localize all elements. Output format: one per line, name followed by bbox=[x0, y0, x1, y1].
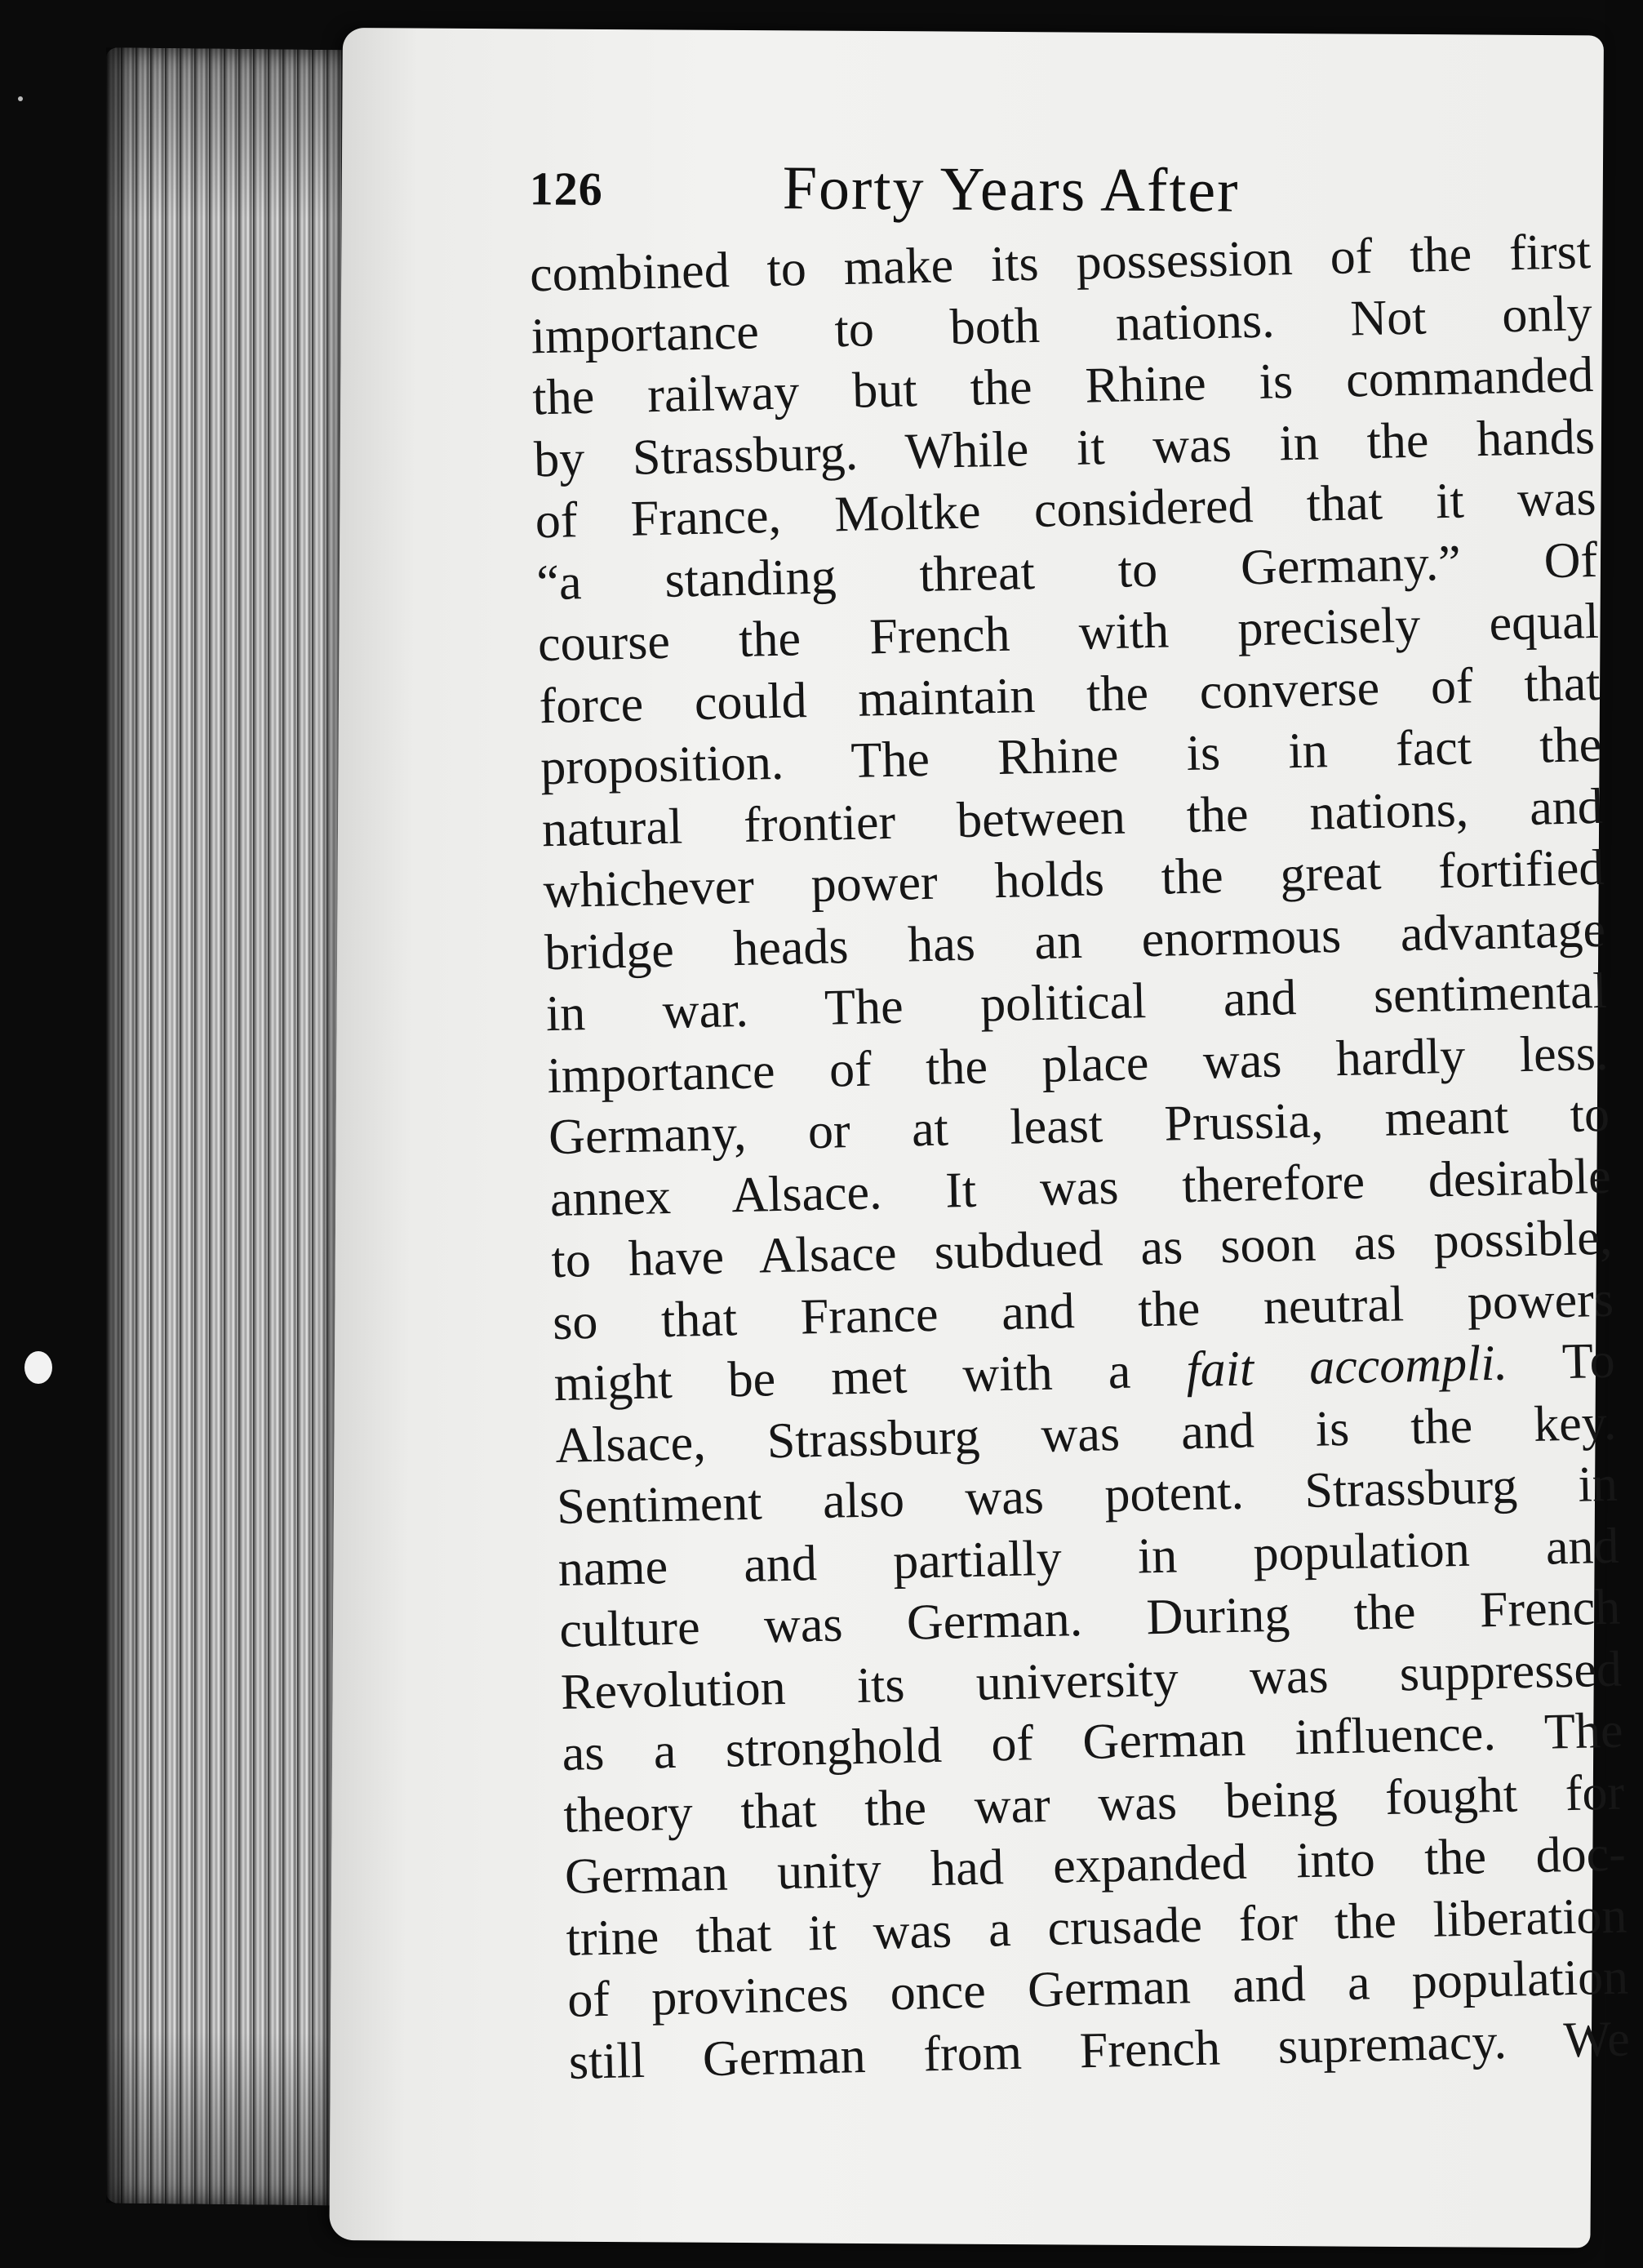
body-text bbox=[529, 221, 1630, 2093]
text-line: name and partially in population and bbox=[557, 1518, 1620, 1597]
text-line: annex Alsace. It was therefore desirable bbox=[549, 1148, 1612, 1227]
page-content bbox=[518, 151, 1631, 2100]
text-line: bridge heads has an enormous advantage bbox=[544, 901, 1606, 981]
text-line-end: To bbox=[1561, 1332, 1616, 1390]
text-line-start: might be met with a bbox=[553, 1343, 1132, 1412]
text-line: theory that the war was being fought for bbox=[562, 1764, 1625, 1843]
text-line: natural frontier between the nations, and bbox=[541, 778, 1604, 857]
italic-phrase: fait accompli. bbox=[1185, 1335, 1508, 1399]
running-title: Forty Years After bbox=[782, 153, 1240, 225]
text-line: of provinces once German and a population bbox=[566, 1949, 1629, 2028]
text-line: whichever power holds the great fortified bbox=[542, 839, 1605, 919]
text-line: “a standing threat to Germany.” Of bbox=[535, 531, 1598, 611]
text-line: combined to make its possession of the first bbox=[529, 224, 1592, 303]
text-line: still German from French supremacy. We bbox=[568, 2011, 1631, 2090]
text-line: so that France and the neutral powers bbox=[552, 1271, 1614, 1350]
book-page-edges bbox=[106, 47, 367, 2205]
book-page bbox=[329, 28, 1631, 2248]
text-line: Alsace, Strassburg was and is the key. bbox=[554, 1394, 1617, 1474]
text-line: Germany, or at least Prussia, meant to bbox=[548, 1086, 1610, 1166]
text-line: of France, Moltke considered that it was bbox=[535, 469, 1597, 549]
dust-speck bbox=[24, 1351, 52, 1384]
text-line: to have Alsace subdued as soon as possible, bbox=[550, 1209, 1613, 1289]
text-line: force could maintain the converse of that bbox=[538, 655, 1601, 734]
text-line: as a stronghold of German influence. The bbox=[561, 1702, 1624, 1781]
text-line: Sentiment also was potent. Strassburg in bbox=[556, 1456, 1619, 1536]
page-number: 126 bbox=[529, 162, 603, 216]
text-line: German unity had expanded into the doc- bbox=[564, 1826, 1627, 1905]
text-line: course the French with precisely equal bbox=[537, 593, 1600, 673]
text-line: importance of the place was hardly less. bbox=[546, 1025, 1610, 1104]
text-line: in war. The political and sentimental bbox=[545, 963, 1608, 1043]
text-line: the railway but the Rhine is commanded bbox=[531, 347, 1594, 426]
text-line: importance to both nations. Not only bbox=[531, 285, 1593, 364]
text-line: Revolution its university was suppressed bbox=[560, 1641, 1623, 1720]
text-line: proposition. The Rhine is in fact the bbox=[540, 716, 1602, 796]
text-line: trine that it was a crusade for the liberation bbox=[565, 1888, 1628, 1967]
dust-speck bbox=[18, 96, 23, 101]
text-line: culture was German. During the French bbox=[558, 1579, 1621, 1658]
text-line: by Strassburg. While it was in the hands bbox=[533, 408, 1596, 487]
